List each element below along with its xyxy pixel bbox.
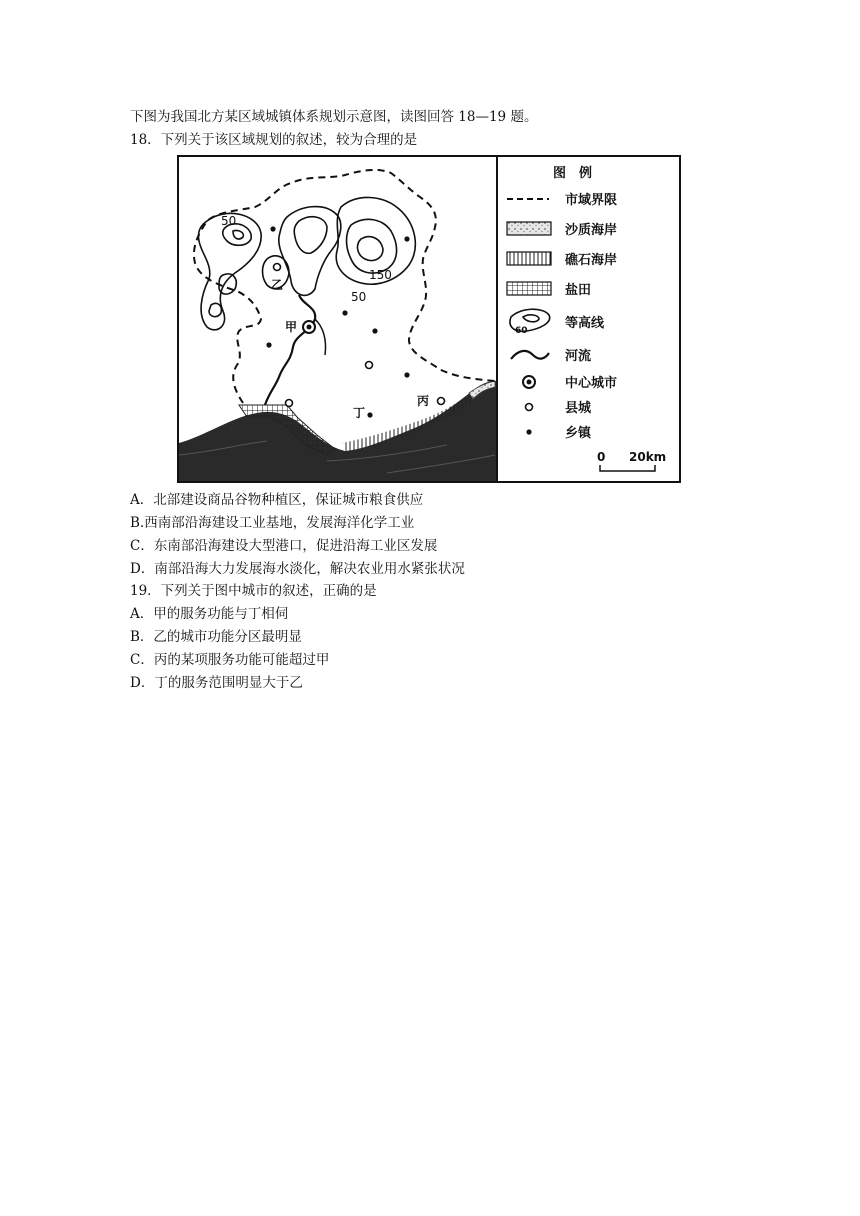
- legend-label-salt-field: 盐田: [565, 283, 592, 298]
- county-town-bing: [438, 398, 445, 405]
- q19-option-d: D．丁的服务范围明显大于乙: [130, 675, 303, 691]
- contour-label-50-center: 50: [351, 290, 367, 304]
- contour-label-50-left: 50: [221, 214, 237, 228]
- rocky-coast-icon: [507, 252, 551, 265]
- township-ding: [367, 412, 372, 417]
- legend-label-river: 河流: [565, 349, 592, 364]
- legend-title: 图 例: [553, 166, 593, 181]
- sandy-coast-icon: [507, 222, 551, 235]
- legend-label-sandy-coast: 沙质海岸: [565, 223, 618, 238]
- legend-label-central-city: 中心城市: [565, 376, 618, 391]
- legend-label-county-town: 县城: [565, 401, 592, 416]
- q19-option-c: C．丙的某项服务功能可能超过甲: [130, 652, 330, 668]
- regional-planning-map: [177, 155, 681, 483]
- salt-field-icon: [507, 282, 551, 295]
- city-label-bing: 丙: [417, 394, 430, 408]
- intro-text: 下图为我国北方某区域城镇体系规划示意图，读图回答 18—19 题。: [130, 109, 538, 125]
- q19-option-a: A．甲的服务功能与丁相伺: [130, 606, 289, 622]
- county-town-yi: [274, 264, 281, 271]
- legend-contour-value: 60: [515, 326, 528, 336]
- city-label-ding: 丁: [353, 406, 366, 420]
- legend-label-township: 乡镇: [565, 426, 592, 441]
- county-town: [366, 362, 373, 369]
- question-19-stem: 19．下列关于图中城市的叙述，正确的是: [130, 583, 377, 599]
- q19-option-b: B．乙的城市功能分区最明显: [130, 629, 302, 645]
- question-18-stem: 18．下列关于该区域规划的叙述，较为合理的是: [130, 132, 418, 148]
- scale-zero-label: 0: [597, 450, 606, 464]
- central-city-jia: [303, 321, 315, 333]
- q18-option-c: C．东南部沿海建设大型港口，促进沿海工业区发展: [130, 538, 438, 554]
- legend-label-contour: 等高线: [565, 316, 605, 331]
- scale-value-label: 20km: [629, 450, 667, 464]
- central-city-icon: [523, 376, 535, 388]
- city-label-jia: 甲: [285, 320, 298, 334]
- county-town: [286, 400, 293, 407]
- q18-option-b: B.西南部沿海建设工业基地，发展海洋化学工业: [130, 515, 415, 531]
- legend-label-rocky-coast: 礁石海岸: [565, 253, 618, 268]
- city-label-yi: 乙: [271, 278, 284, 292]
- county-town-icon: [526, 404, 533, 411]
- township-icon: [526, 429, 531, 434]
- contour-label-150: 150: [369, 268, 392, 282]
- q18-option-d: D．南部沿海大力发展海水淡化，解决农业用水紧张状况: [130, 561, 465, 577]
- legend-label-boundary: 市域界限: [565, 193, 618, 208]
- q18-option-a: A．北部建设商品谷物种植区，保证城市粮食供应: [130, 492, 424, 508]
